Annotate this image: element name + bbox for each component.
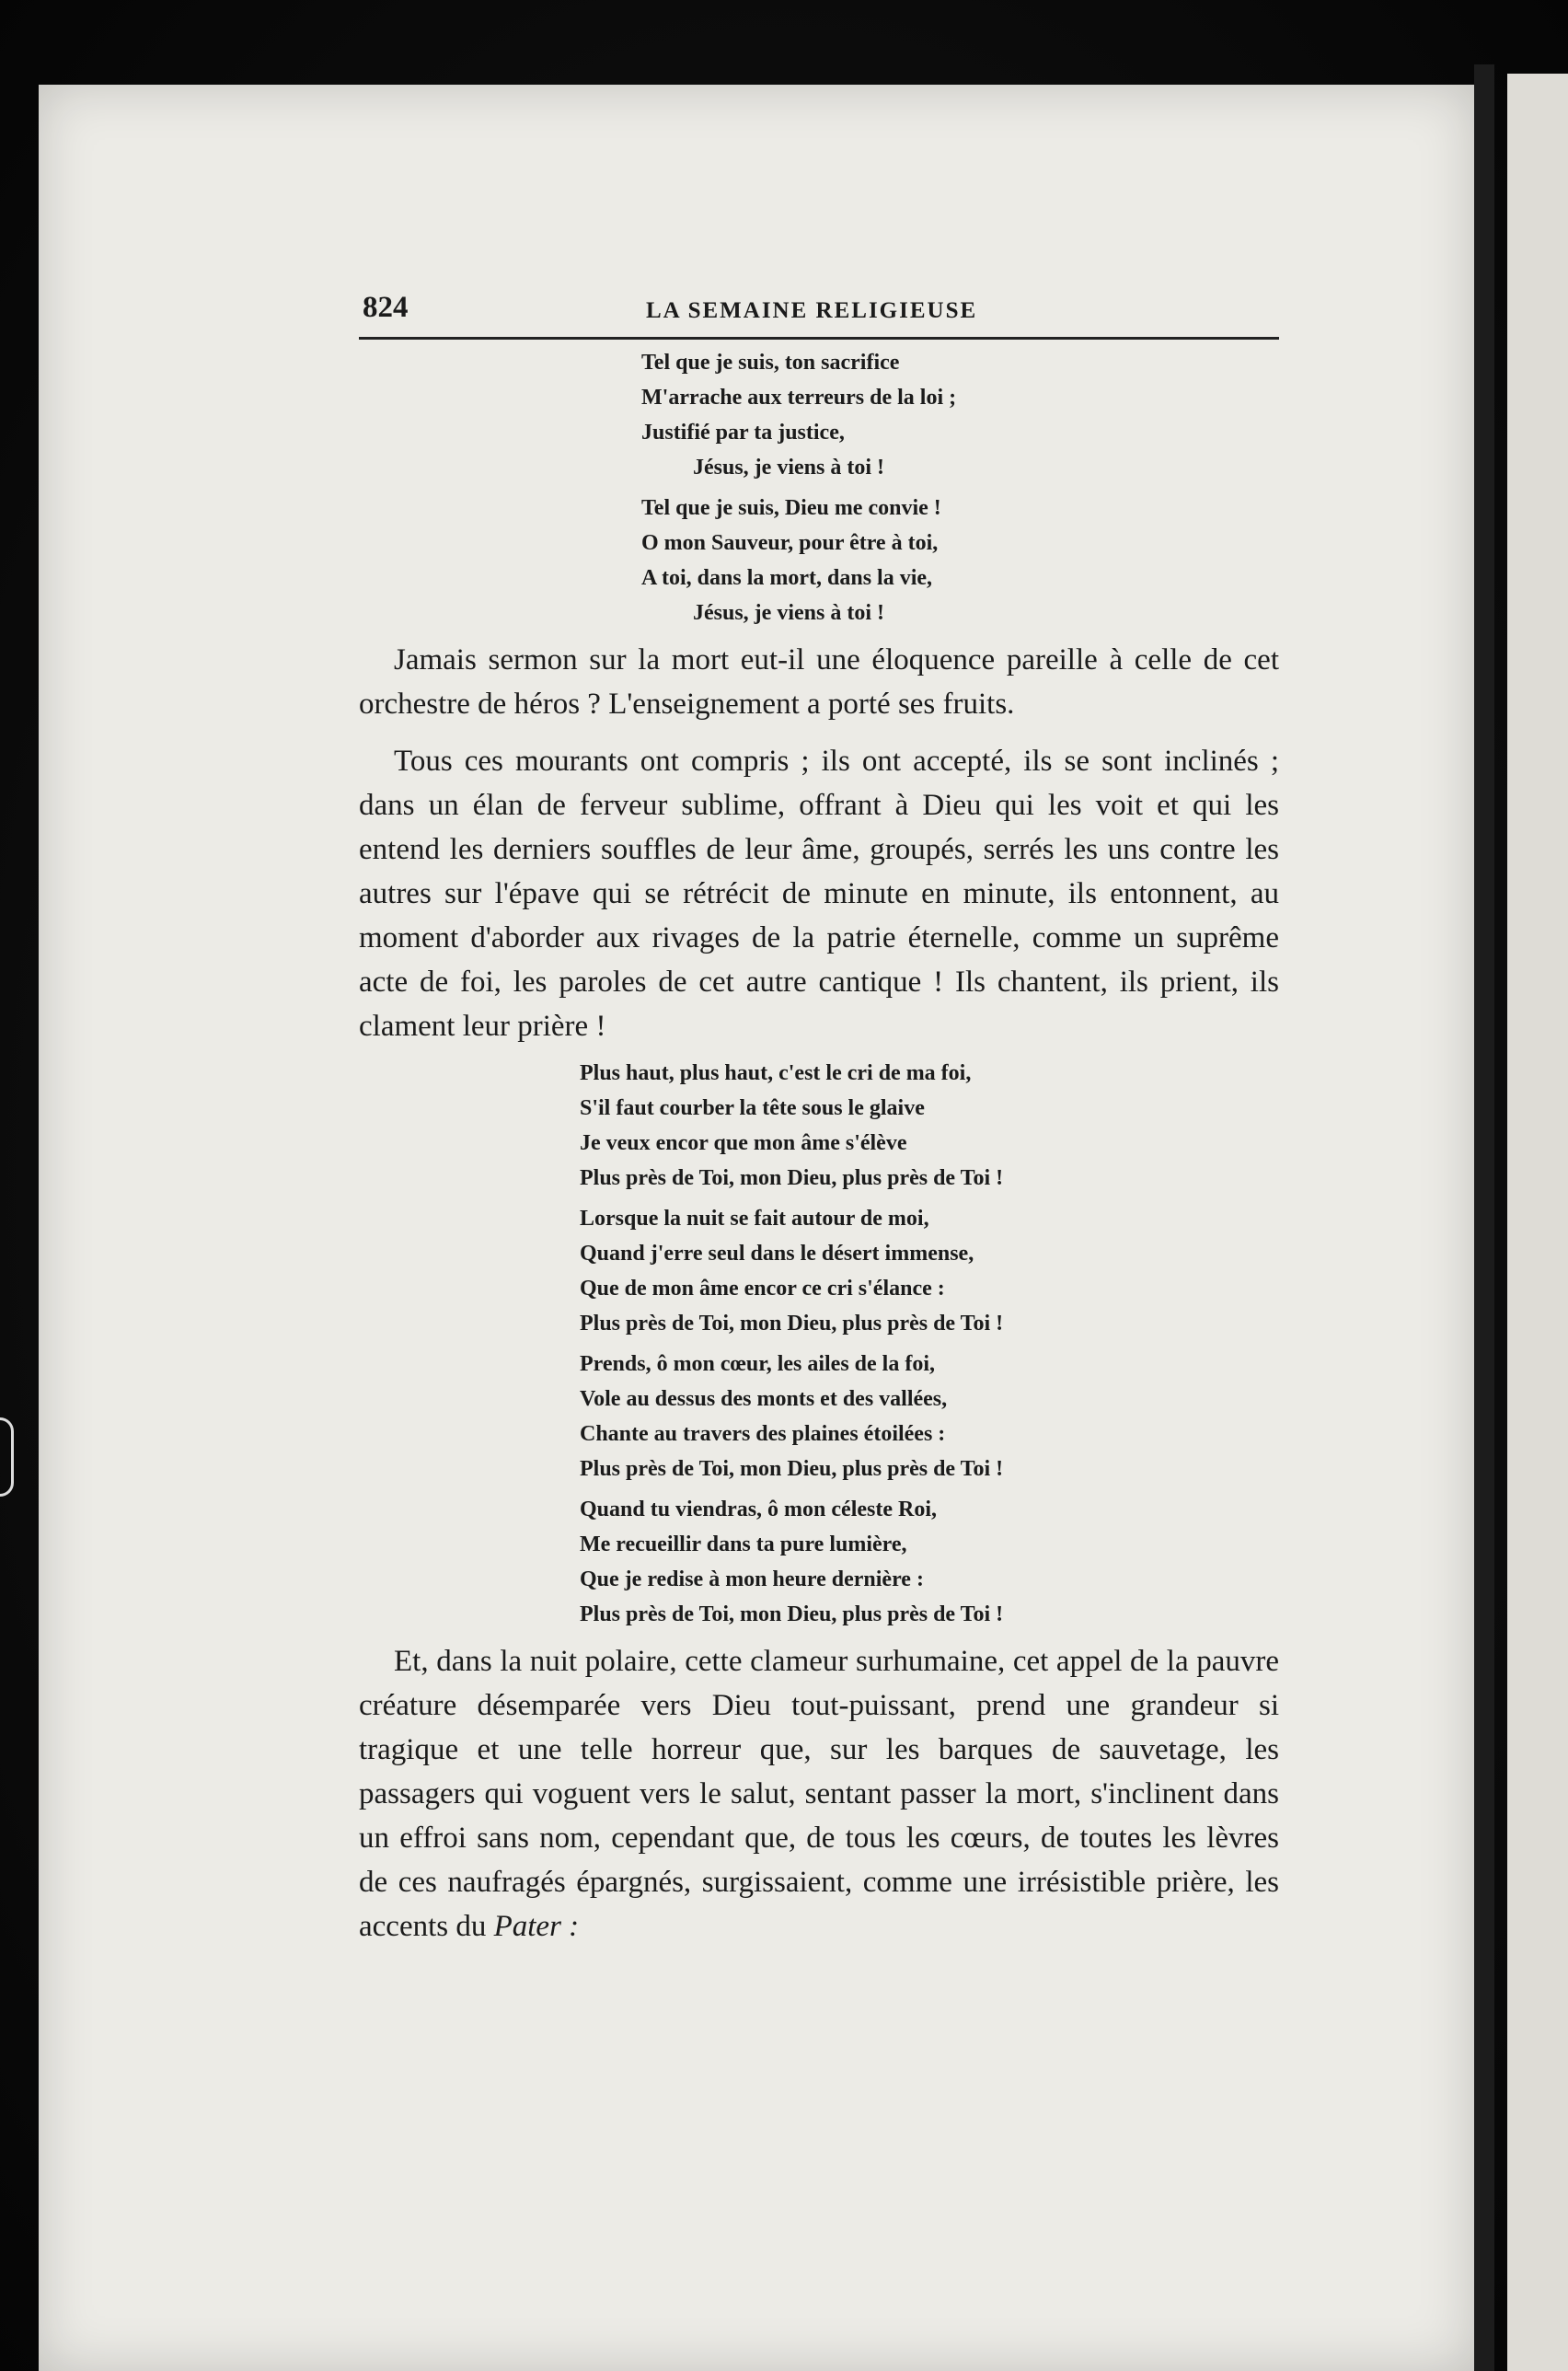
verse-line: Je veux encor que mon âme s'élève: [580, 1131, 907, 1155]
hymn-stanza: [641, 491, 1279, 630]
hymn-stanza: [641, 345, 1279, 485]
journal-title: LA SEMAINE RELIGIEUSE: [646, 298, 978, 323]
binding-mark: [0, 1417, 14, 1497]
hymn-tel-que-je-suis: [641, 345, 1279, 630]
verse-line: Que je redise à mon heure dernière :: [580, 1567, 924, 1591]
hymn-stanza: [580, 1492, 1279, 1632]
running-head: [359, 285, 1279, 340]
paragraph-nuit-polaire: [359, 1639, 1279, 1949]
verse-line: Justifié par ta justice,: [641, 421, 845, 445]
hymn-stanza: [580, 1056, 1279, 1196]
paragraph-mourants: Tous ces mourants ont compris ; ils ont accepté, ils se sont inclinés ; dans un élan de ferveur sublime, offrant à Dieu qui les voit et qui les entend les derniers souffles de leur âme, groupés, serrés les uns contre les autres sur l'épave qui se rétrécit de minute en minute, ils entonnent, au moment d'aborder aux rivages de la patrie éternelle, comme un suprême acte de foi, les paroles de cet autre cantique ! Ils chantent, ils prient, ils clament leur prière !: [359, 745, 1279, 1043]
verse-refrain: Jésus, je viens à toi !: [693, 456, 884, 480]
verse-line: Plus près de Toi, mon Dieu, plus près de Toi !: [580, 1602, 1004, 1626]
verse-line: Plus haut, plus haut, c'est le cri de ma foi,: [580, 1061, 972, 1085]
page-number: 824: [363, 291, 409, 324]
adjacent-page-edge: [1507, 74, 1568, 2371]
verse-line: Prends, ô mon cœur, les ailes de la foi,: [580, 1352, 936, 1376]
verse-line: Quand j'erre seul dans le désert immense,: [580, 1242, 974, 1266]
hymn-stanza: [580, 1201, 1279, 1341]
verse-line: Tel que je suis, Dieu me convie !: [641, 496, 941, 520]
verse-line: Quand tu viendras, ô mon céleste Roi,: [580, 1498, 938, 1521]
hymn-stanza: [580, 1347, 1279, 1486]
paragraph-text: Et, dans la nuit polaire, cette clameur surhumaine, cet appel de la pauvre créature désemparée vers Dieu tout-puissant, prend une grandeur si tragique et une telle horreur que, sur les barques de sauvetage, les passagers qui voguent vers le salut, sentant passer la mort, s'inclinent dans un effroi sans nom, cependant que, de tous les cœurs, de toutes les lèvres de ces naufragés épargnés, surgissaient, comme une irrésistible prière, les accents du: [359, 1645, 1279, 1943]
pater-word: Pater :: [493, 1910, 580, 1943]
verse-line: Plus près de Toi, mon Dieu, plus près de Toi !: [580, 1457, 1004, 1481]
verse-line: Chante au travers des plaines étoilées :: [580, 1422, 946, 1446]
verse-line: A toi, dans la mort, dans la vie,: [641, 566, 933, 590]
verse-line: S'il faut courber la tête sous le glaive: [580, 1096, 925, 1120]
paragraph-sermon: Jamais sermon sur la mort eut-il une éloquence pareille à celle de cet orchestre de héros ? L'enseignement a porté ses fruits.: [359, 643, 1279, 721]
hymn-plus-pres-de-toi: [580, 1056, 1279, 1632]
verse-line: Que de mon âme encor ce cri s'élance :: [580, 1277, 945, 1301]
verse-line: M'arrache aux terreurs de la loi ;: [641, 386, 957, 410]
verse-line: Plus près de Toi, mon Dieu, plus près de Toi !: [580, 1166, 1004, 1190]
verse-line: Me recueillir dans ta pure lumière,: [580, 1532, 907, 1556]
verse-refrain: Jésus, je viens à toi !: [693, 601, 884, 625]
verse-line: O mon Sauveur, pour être à toi,: [641, 531, 939, 555]
verse-line: Vole au dessus des monts et des vallées,: [580, 1387, 948, 1411]
page-gutter-shadow: [1474, 64, 1494, 2371]
verse-line: Plus près de Toi, mon Dieu, plus près de Toi !: [580, 1312, 1004, 1336]
verse-line: Lorsque la nuit se fait autour de moi,: [580, 1207, 929, 1231]
verse-line: Tel que je suis, ton sacrifice: [641, 351, 900, 375]
page-content: [359, 285, 1279, 1954]
